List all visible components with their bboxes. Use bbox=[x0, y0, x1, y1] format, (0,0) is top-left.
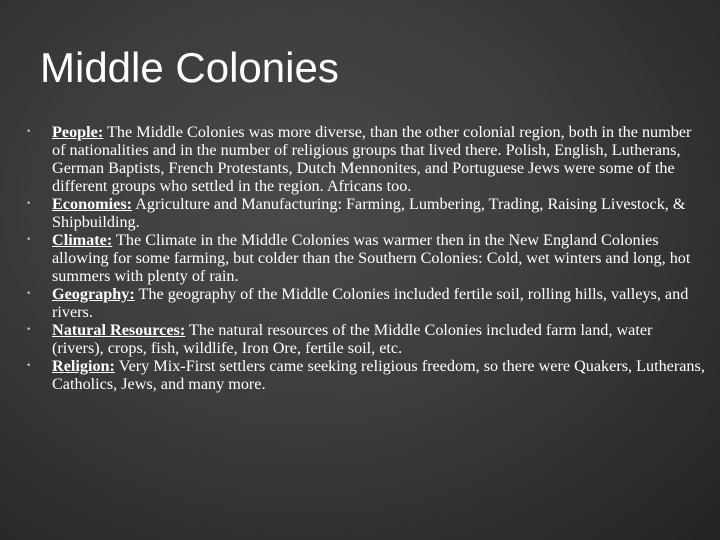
item-label: Religion: bbox=[52, 357, 115, 375]
bullet-icon: • bbox=[26, 127, 32, 137]
bullet-icon: • bbox=[26, 199, 32, 209]
slide-title: Middle Colonies bbox=[40, 44, 339, 91]
bullet-item-natural-resources bbox=[26, 321, 706, 357]
bullet-item-geography bbox=[26, 285, 706, 321]
item-text: The Middle Colonies was more diverse, than the other colonial region, both in the number of nationalities and in the number of religious groups that lived there. Polish, English, Lutherans, German Baptists, French Protestants, Dutch Mennonites, and Portuguese Jews were some of the different groups who settled in the region. Africans too. bbox=[52, 123, 692, 195]
bullet-icon: • bbox=[26, 361, 32, 371]
bullet-item-people bbox=[26, 123, 706, 195]
item-text: Very Mix-First settlers came seeking religious freedom, so there were Quakers, Lutherans, Catholics, Jews, and many more. bbox=[52, 357, 705, 393]
bullet-icon: • bbox=[26, 325, 32, 335]
item-label: Climate: bbox=[52, 231, 113, 249]
item-label: Economies: bbox=[52, 195, 133, 213]
item-label: People: bbox=[52, 123, 104, 141]
item-text: The geography of the Middle Colonies included fertile soil, rolling hills, valleys, and rivers. bbox=[52, 285, 689, 321]
bullet-list bbox=[26, 123, 706, 393]
bullet-item-religion bbox=[26, 357, 706, 393]
bullet-item-climate bbox=[26, 231, 706, 285]
item-text: The Climate in the Middle Colonies was warmer then in the New England Colonies allowing for some farming, but colder than the Southern Colonies: Cold, wet winters and long, hot summers with plenty of rain. bbox=[52, 231, 691, 285]
item-text: Agriculture and Manufacturing: Farming, Lumbering, Trading, Raising Livestock, & Shipbuilding. bbox=[52, 195, 686, 231]
item-text: The natural resources of the Middle Colonies included farm land, water (rivers), crops, fish, wildlife, Iron Ore, fertile soil, etc. bbox=[52, 321, 653, 357]
bullet-item-economies bbox=[26, 195, 706, 231]
bullet-icon: • bbox=[26, 289, 32, 299]
item-label: Geography: bbox=[52, 285, 135, 303]
bullet-icon: • bbox=[26, 235, 32, 245]
item-label: Natural Resources: bbox=[52, 321, 186, 339]
